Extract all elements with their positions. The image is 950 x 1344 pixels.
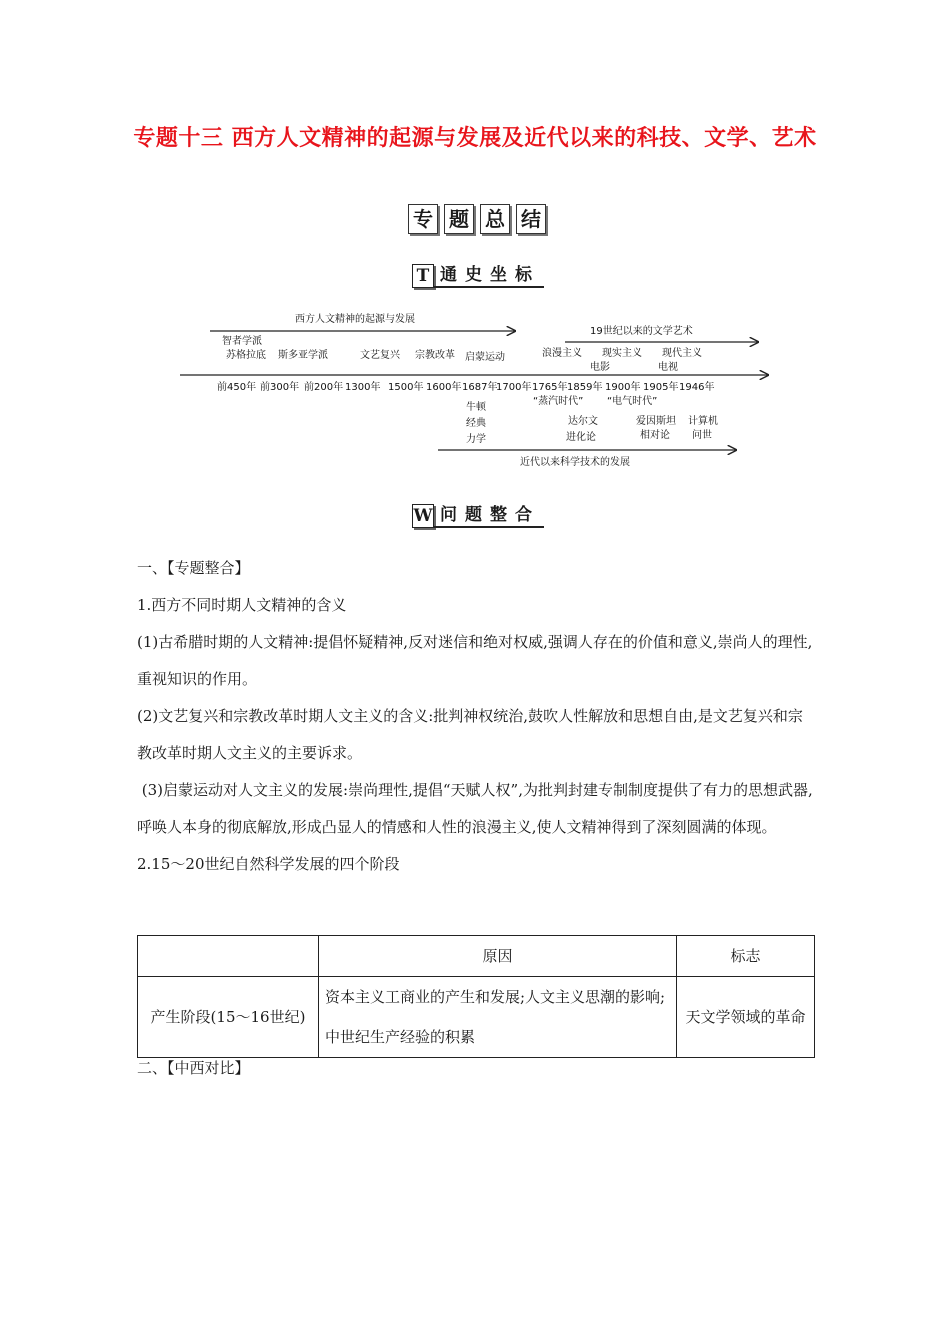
year-label: 1300年 xyxy=(345,382,381,393)
paragraph-3: (3)启蒙运动对人文主义的发展:崇尚理性,提倡“天赋人权”,为批判封建专制制度提供了有力的思想武器,呼唤人本身的彻底解放,形成凸显人的情感和人性的浪漫主义,使人文精神得到了深刻圆满的体现。 xyxy=(137,781,813,836)
table-cell: 资本主义工商业的产生和发展;人文主义思潮的影响;中世纪生产经验的积累 xyxy=(319,977,677,1058)
event: 问世 xyxy=(692,430,712,441)
event: 达尔文 xyxy=(568,416,598,427)
event: 文艺复兴 xyxy=(360,350,400,361)
year-label: 1600年 xyxy=(426,382,462,393)
table-cell: 天文学领域的革命 xyxy=(677,977,815,1058)
event: “电气时代” xyxy=(607,396,658,407)
table-row xyxy=(138,977,815,1058)
event: 现代主义 xyxy=(662,348,702,359)
year-label: 前450年 xyxy=(217,382,257,393)
event: 宗教改革 xyxy=(415,350,455,361)
paragraph-2: (2)文艺复兴和宗教改革时期人文主义的含义:批判神权统治,鼓吹人性解放和思想自由,是文艺复兴和宗教改革时期人文主义的主要诉求。 xyxy=(137,707,803,762)
event: 爱因斯坦 xyxy=(636,416,676,427)
paragraph-1: (1)古希腊时期的人文精神:提倡怀疑精神,反对迷信和绝对权威,强调人存在的价值和意义,崇尚人的理性,重视知识的作用。 xyxy=(137,633,813,688)
event: 计算机 xyxy=(688,416,718,427)
arrow-top-label: 西方人文精神的起源与发展 xyxy=(295,314,415,325)
event: 智者学派 xyxy=(222,336,262,347)
event: 相对论 xyxy=(640,430,670,441)
table-header-cell: 原因 xyxy=(319,936,677,977)
event: 经典 xyxy=(466,418,486,429)
event: 斯多亚学派 xyxy=(278,350,328,361)
heading-comparison: 二、【中西对比】 xyxy=(137,1059,250,1077)
table-header-cell: 标志 xyxy=(677,936,815,977)
table-header-row xyxy=(138,936,815,977)
event: 浪漫主义 xyxy=(542,348,582,359)
table-cell: 产生阶段(15～16世纪) xyxy=(138,977,319,1058)
year-label: 1900年 xyxy=(605,382,641,393)
summary-char: 专 xyxy=(408,204,438,234)
event: “蒸汽时代” xyxy=(533,396,584,407)
section-timeline-label: 通史坐标 xyxy=(434,260,544,288)
year-label: 前300年 xyxy=(260,382,300,393)
item-1: 1.西方不同时期人文精神的含义 xyxy=(137,596,347,614)
heading-topic-integration: 一、【专题整合】 xyxy=(137,559,250,577)
event: 苏格拉底 xyxy=(226,350,266,361)
arrow-top-right-label: 19世纪以来的文学艺术 xyxy=(590,326,693,337)
year-label: 1765年 xyxy=(532,382,568,393)
content-body xyxy=(137,550,817,883)
item-2: 2.15～20世纪自然科学发展的四个阶段 xyxy=(137,855,400,873)
event: 电视 xyxy=(658,362,678,373)
year-label: 1905年 xyxy=(643,382,679,393)
section-badge-t: T xyxy=(412,264,434,288)
event: 现实主义 xyxy=(602,348,642,359)
year-label: 1700年 xyxy=(496,382,532,393)
section-issue-heading xyxy=(412,500,544,528)
summary-heading xyxy=(408,204,546,234)
year-label: 1500年 xyxy=(388,382,424,393)
science-stages-table xyxy=(137,935,815,1058)
year-label: 1946年 xyxy=(679,382,715,393)
section-timeline-heading xyxy=(412,260,544,288)
summary-char: 结 xyxy=(516,204,546,234)
event: 进化论 xyxy=(566,432,596,443)
page-title: 专题十三 西方人文精神的起源与发展及近代以来的科技、文学、艺术 xyxy=(133,126,817,151)
arrow-bottom-label: 近代以来科学技术的发展 xyxy=(520,457,630,468)
year-label: 前200年 xyxy=(304,382,344,393)
section-badge-w: W xyxy=(413,506,433,526)
event: 牛顿 xyxy=(466,402,486,413)
section-issue-label: 问题整合 xyxy=(434,500,544,528)
year-label: 1859年 xyxy=(567,382,603,393)
event: 力学 xyxy=(466,434,486,445)
table-header-cell xyxy=(138,936,319,977)
summary-char: 总 xyxy=(480,204,510,234)
summary-char: 题 xyxy=(444,204,474,234)
timeline-diagram xyxy=(170,300,780,475)
year-label: 1687年 xyxy=(462,382,498,393)
event: 启蒙运动 xyxy=(465,352,505,363)
event: 电影 xyxy=(590,362,610,373)
